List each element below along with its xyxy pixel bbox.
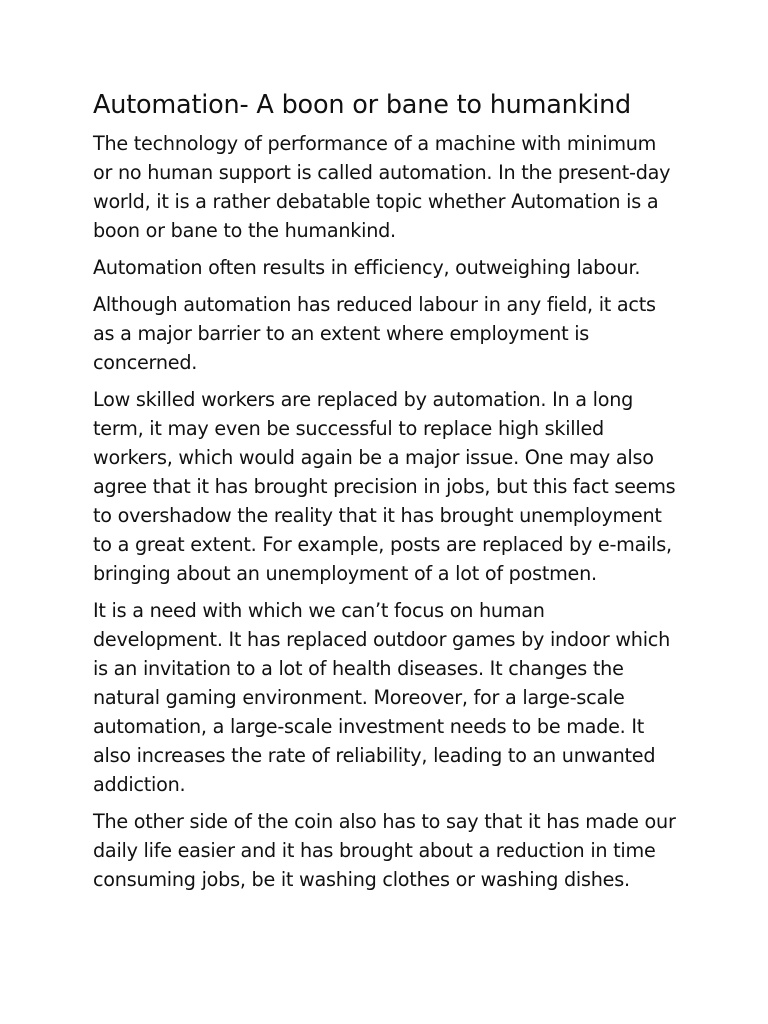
paragraph-line: term, it may even be successful to replace high skilled (93, 417, 604, 440)
paragraph-line: world, it is a rather debatable topic whether Automation is a (93, 190, 659, 213)
paragraph-1 (93, 129, 693, 245)
document-body (93, 88, 693, 902)
paragraph-line: to a great extent. For example, posts are replaced by e-mails, (93, 533, 672, 556)
paragraph-line: The other side of the coin also has to say that it has made our (93, 810, 676, 833)
document-title: Automation- A boon or bane to humankind (93, 90, 632, 120)
paragraph-line: agree that it has brought precision in jobs, but this fact seems (93, 475, 676, 498)
paragraph-line: automation, a large-scale investment needs to be made. It (93, 715, 645, 738)
paragraph-2 (93, 253, 693, 282)
paragraph-line: to overshadow the reality that it has brought unemployment (93, 504, 662, 527)
paragraph-line: as a major barrier to an extent where employment is (93, 322, 590, 345)
paragraph-line: Automation often results in efficiency, outweighing labour. (93, 256, 641, 279)
paragraph-line: bringing about an unemployment of a lot of postmen. (93, 562, 597, 585)
paragraph-line: development. It has replaced outdoor games by indoor which (93, 628, 671, 651)
paragraph-line: The technology of performance of a machine with minimum (93, 132, 657, 155)
paragraph-line: Although automation has reduced labour in any field, it acts (93, 293, 656, 316)
paragraph-4 (93, 385, 693, 588)
paragraph-line: workers, which would again be a major issue. One may also (93, 446, 654, 469)
paragraph-line: daily life easier and it has brought about a reduction in time (93, 839, 656, 862)
paragraph-line: Low skilled workers are replaced by automation. In a long (93, 388, 634, 411)
paragraph-5 (93, 596, 693, 799)
paragraph-line: natural gaming environment. Moreover, for a large-scale (93, 686, 625, 709)
paragraph-line: consuming jobs, be it washing clothes or washing dishes. (93, 868, 630, 891)
paragraph-line: is an invitation to a lot of health diseases. It changes the (93, 657, 624, 680)
paragraph-3 (93, 290, 693, 377)
paragraph-line: also increases the rate of reliability, leading to an unwanted (93, 744, 656, 767)
paragraph-line: concerned. (93, 351, 198, 374)
paragraph-line: It is a need with which we can’t focus on human (93, 599, 545, 622)
paragraph-line: addiction. (93, 773, 186, 796)
paragraph-line: or no human support is called automation. In the present-day (93, 161, 671, 184)
paragraph-line: boon or bane to the humankind. (93, 219, 396, 242)
paragraph-6 (93, 807, 693, 894)
